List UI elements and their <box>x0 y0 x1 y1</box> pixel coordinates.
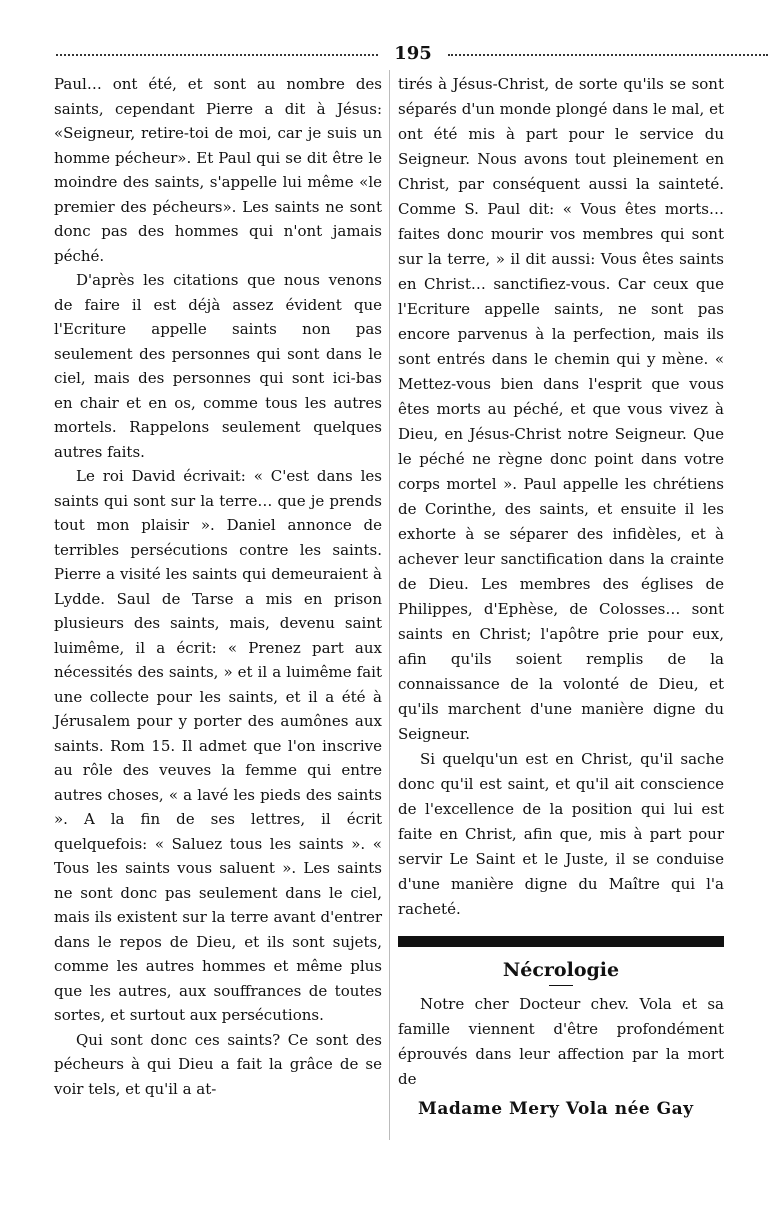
page-header <box>56 44 768 64</box>
paragraph: D'après les citations que nous venons de faire il est déjà assez évident que l'Ecriture appelle saints non pas seulement des personnes qui sont dans le ciel, mais des personnes qui sont ici-bas en chair et en os, comme tous les autres mortels. Rappelons seulement quelques autres faits. <box>54 271 382 461</box>
paragraph: tirés à Jésus-Christ, de sorte qu'ils se sont séparés d'un monde plongé dans le mal, et ont été mis à part pour le service du Seigneur. Nous avons tout pleinement en Christ, par conséquent aussi la sainteté. Comme S. Paul dit: « Vous êtes morts… faites donc mourir vos membres qui sont sur la terre, » il dit aussi: Vous êtes saints en Christ… sanctifiez-vous. Car ceux que l'Ecriture appelle saints, ne sont pas encore parvenus à la perfection, mais ils sont entrés dans le chemin qui y mène. « Mettez-vous bien dans l'esprit que vous êtes morts au péché, et que vous vivez à Dieu, en Jésus-Christ notre Seigneur. Que le péché ne règne donc point dans votre corps mortel ». Paul appelle les chrétiens de Corinthe, des saints, et ensuite il les exhorte à se séparer des infidèles, et à achever leur sanctification dans la crainte de Dieu. Les membres des églises de Philippes, d'Ephèse, de Colosses… sont saints en Christ; l'apôtre prie pour eux, afin qu'ils soient remplis de la connaissance de la volonté de Dieu, et qu'ils marchent d'une manière digne du Seigneur. <box>398 75 724 743</box>
header-rule-right <box>448 54 768 56</box>
right-column <box>398 72 724 1122</box>
necrologie-title: Nécrologie <box>502 959 620 981</box>
left-column <box>54 72 382 1101</box>
paragraph: Qui sont donc ces saints? Ce sont des pécheurs à qui Dieu a fait la grâce de se voir tels, et qu'il a at- <box>54 1030 382 1098</box>
section-separator-bar <box>398 936 724 947</box>
paragraph: Si quelqu'un est en Christ, qu'il sache donc qu'il est saint, et qu'il ait conscience de l'excellence de la position qui lui est faite en Christ, afin que, mis à part pour servir Le Saint et le Juste, il se conduise d'une manière digne du Maître qui l'a racheté. <box>398 750 724 918</box>
deceased-name: Madame Mery Vola née Gay <box>418 1099 694 1119</box>
header-rule-left <box>56 54 378 56</box>
title-underline <box>549 985 573 986</box>
necrologie-text: Notre cher Docteur chev. Vola et sa famille viennent d'être profondément éprouvés dans leur affection par la mort de <box>398 995 724 1088</box>
paragraph: Le roi David écrivait: « C'est dans les saints qui sont sur la terre… que je prends tout mon plaisir ». Daniel annonce de terribles persécutions contre les saints. Pierre a visité les saints qui demeuraient à Lydde. Saul de Tarse a mis en prison plusieurs des saints, mais, devenu saint luimême, il a écrit: « Prenez part aux nécessités des saints, » et il a luimême fait une collecte pour les saints, et il a été à Jérusalem pour y porter des aumônes aux saints. Rom 15. Il admet que l'on inscrive au rôle des veuves la femme qui entre autres choses, « a lavé les pieds des saints ». A la fin de ses lettres, il écrit quelquefois: « Saluez tous les saints ». « Tous les saints vous saluent ». Les saints ne sont donc pas seulement dans le ciel, mais ils existent sur la terre avant d'entrer dans le repos de Dieu, et ils sont sujets, comme les autres hommes et même plus que les autres, aux souffrances de toutes sortes, et surtout aux persécutions. <box>54 467 382 1024</box>
column-divider <box>389 70 390 1140</box>
necrologie-section <box>398 957 724 1122</box>
paragraph: Paul… ont été, et sont au nombre des saints, cependant Pierre a dit à Jésus: «Seigneur, retire-toi de moi, car je suis un homme pécheur». Et Paul qui se dit être le moindre des saints, s'appelle lui même «le premier des pécheurs». Les saints ne sont donc pas des hommes qui n'ont jamais péché. <box>54 75 382 265</box>
page-number: 195 <box>394 43 432 64</box>
